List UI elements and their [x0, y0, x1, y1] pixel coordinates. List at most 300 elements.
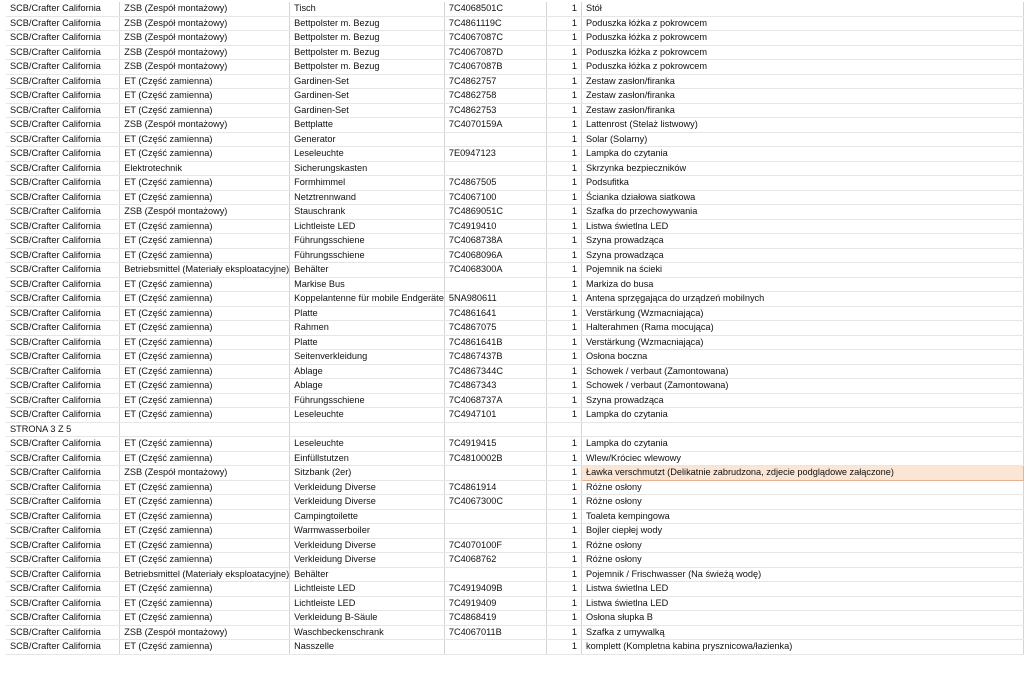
model-cell: SCB/Crafter California [6, 553, 120, 568]
part-type-cell: ET (Część zamienna) [120, 437, 290, 452]
table-row [6, 89, 1024, 104]
quantity-cell: 1 [546, 161, 581, 176]
quantity-cell: 1 [546, 524, 581, 539]
quantity-cell: 1 [546, 306, 581, 321]
part-type-cell: ET (Część zamienna) [120, 495, 290, 510]
part-type-cell: ET (Część zamienna) [120, 553, 290, 568]
part-name-de-cell: Stauschrank [290, 205, 445, 220]
part-type-cell: ET (Część zamienna) [120, 103, 290, 118]
model-cell: SCB/Crafter California [6, 132, 120, 147]
part-number-cell: 7C4919409B [444, 582, 546, 597]
model-cell: SCB/Crafter California [6, 611, 120, 626]
quantity-cell: 1 [546, 495, 581, 510]
part-name-de-cell: Platte [290, 306, 445, 321]
part-type-cell: ET (Część zamienna) [120, 379, 290, 394]
part-number-cell: 7C4810002B [444, 451, 546, 466]
part-type-cell: ET (Część zamienna) [120, 176, 290, 191]
description-pl-cell: Szyna prowadząca [582, 248, 1024, 263]
model-cell: SCB/Crafter California [6, 103, 120, 118]
part-type-cell: ZSB (Zespół montażowy) [120, 60, 290, 75]
part-name-de-cell: Campingtoilette [290, 509, 445, 524]
part-type-cell: ET (Część zamienna) [120, 596, 290, 611]
part-number-cell: 7C4862757 [444, 74, 546, 89]
description-pl-cell: Ławka verschmutzt (Delikatnie zabrudzona, zdjecie podglądowe załączone) [582, 466, 1024, 481]
table-row [6, 321, 1024, 336]
part-type-cell: ET (Część zamienna) [120, 408, 290, 423]
quantity-cell: 1 [546, 596, 581, 611]
part-name-de-cell: Leseleuchte [290, 437, 445, 452]
quantity-cell: 1 [546, 16, 581, 31]
description-pl-cell: Wlew/Króciec wlewowy [582, 451, 1024, 466]
model-cell: SCB/Crafter California [6, 437, 120, 452]
model-cell: SCB/Crafter California [6, 277, 120, 292]
table-row [6, 393, 1024, 408]
model-cell: SCB/Crafter California [6, 31, 120, 46]
part-number-cell: 7C4867075 [444, 321, 546, 336]
part-name-de-cell: Behälter [290, 567, 445, 582]
part-type-cell: ET (Część zamienna) [120, 74, 290, 89]
description-pl-cell: komplett (Kompletna kabina prysznicowa/łazienka) [582, 640, 1024, 655]
part-name-de-cell: Leseleuchte [290, 408, 445, 423]
quantity-cell: 1 [546, 379, 581, 394]
part-number-cell: 7C4068738A [444, 234, 546, 249]
parts-table-body [6, 2, 1024, 654]
part-name-de-cell: Ablage [290, 364, 445, 379]
model-cell: SCB/Crafter California [6, 480, 120, 495]
part-name-de-cell: Generator [290, 132, 445, 147]
table-row [6, 263, 1024, 278]
part-type-cell: ZSB (Zespół montażowy) [120, 45, 290, 60]
part-name-de-cell: Leseleuchte [290, 147, 445, 162]
part-type-cell: ET (Część zamienna) [120, 277, 290, 292]
description-pl-cell: Halterahmen (Rama mocująca) [582, 321, 1024, 336]
description-pl-cell: Zestaw zasłon/firanka [582, 103, 1024, 118]
description-pl-cell [582, 422, 1024, 437]
description-pl-cell: Schowek / verbaut (Zamontowana) [582, 379, 1024, 394]
part-type-cell: ZSB (Zespół montażowy) [120, 2, 290, 16]
part-name-de-cell: Lichtleiste LED [290, 219, 445, 234]
part-number-cell: 7C4867343 [444, 379, 546, 394]
model-cell: SCB/Crafter California [6, 219, 120, 234]
table-row [6, 553, 1024, 568]
part-type-cell: ET (Część zamienna) [120, 350, 290, 365]
table-row [6, 379, 1024, 394]
table-row [6, 582, 1024, 597]
part-name-de-cell [290, 422, 445, 437]
table-row [6, 219, 1024, 234]
table-row [6, 161, 1024, 176]
description-pl-cell: Schowek / verbaut (Zamontowana) [582, 364, 1024, 379]
description-pl-cell: Poduszka łóżka z pokrowcem [582, 45, 1024, 60]
table-row [6, 60, 1024, 75]
part-number-cell: 7C4070159A [444, 118, 546, 133]
part-number-cell [444, 640, 546, 655]
part-name-de-cell: Bettplatte [290, 118, 445, 133]
part-name-de-cell: Führungsschiene [290, 393, 445, 408]
quantity-cell: 1 [546, 625, 581, 640]
description-pl-cell: Bojler ciepłej wody [582, 524, 1024, 539]
part-number-cell: 7C4861914 [444, 480, 546, 495]
part-name-de-cell: Bettpolster m. Bezug [290, 60, 445, 75]
part-number-cell [444, 567, 546, 582]
model-cell: SCB/Crafter California [6, 292, 120, 307]
part-name-de-cell: Koppelantenne für mobile Endgeräte [290, 292, 445, 307]
quantity-cell: 1 [546, 60, 581, 75]
model-cell: SCB/Crafter California [6, 2, 120, 16]
part-type-cell: ET (Część zamienna) [120, 582, 290, 597]
model-cell: SCB/Crafter California [6, 147, 120, 162]
table-row [6, 118, 1024, 133]
model-cell: SCB/Crafter California [6, 263, 120, 278]
quantity-cell: 1 [546, 292, 581, 307]
part-name-de-cell: Sitzbank (2er) [290, 466, 445, 481]
part-name-de-cell: Behälter [290, 263, 445, 278]
part-number-cell: 7C4067087B [444, 60, 546, 75]
part-name-de-cell: Einfüllstutzen [290, 451, 445, 466]
table-row [6, 205, 1024, 220]
model-cell: SCB/Crafter California [6, 161, 120, 176]
model-cell: SCB/Crafter California [6, 45, 120, 60]
part-name-de-cell: Führungsschiene [290, 248, 445, 263]
table-row [6, 408, 1024, 423]
model-cell: SCB/Crafter California [6, 538, 120, 553]
quantity-cell: 1 [546, 118, 581, 133]
description-pl-cell: Osłona boczna [582, 350, 1024, 365]
description-pl-cell: Osłona słupka B [582, 611, 1024, 626]
part-type-cell: ET (Część zamienna) [120, 219, 290, 234]
model-cell: SCB/Crafter California [6, 350, 120, 365]
table-row [6, 451, 1024, 466]
description-pl-cell: Poduszka łóżka z pokrowcem [582, 31, 1024, 46]
part-type-cell: ZSB (Zespół montażowy) [120, 118, 290, 133]
part-name-de-cell: Lichtleiste LED [290, 596, 445, 611]
description-pl-cell: Poduszka łóżka z pokrowcem [582, 60, 1024, 75]
part-type-cell: ET (Część zamienna) [120, 147, 290, 162]
description-pl-cell: Verstärkung (Wzmacniająca) [582, 335, 1024, 350]
part-type-cell: Betriebsmittel (Materiały eksploatacyjne) [120, 263, 290, 278]
table-row [6, 524, 1024, 539]
part-type-cell: ZSB (Zespół montażowy) [120, 625, 290, 640]
part-name-de-cell: Waschbeckenschrank [290, 625, 445, 640]
part-type-cell: Elektrotechnik [120, 161, 290, 176]
model-cell: SCB/Crafter California [6, 321, 120, 336]
model-cell: SCB/Crafter California [6, 89, 120, 104]
part-number-cell: 7C4868419 [444, 611, 546, 626]
description-pl-cell: Pojemnik / Frischwasser (Na świeżą wodę) [582, 567, 1024, 582]
quantity-cell: 1 [546, 364, 581, 379]
table-row [6, 176, 1024, 191]
model-cell: SCB/Crafter California [6, 118, 120, 133]
part-type-cell: ET (Część zamienna) [120, 538, 290, 553]
part-type-cell: Betriebsmittel (Materiały eksploatacyjne) [120, 567, 290, 582]
part-number-cell: 7C4068096A [444, 248, 546, 263]
quantity-cell: 1 [546, 350, 581, 365]
part-name-de-cell: Sicherungskasten [290, 161, 445, 176]
part-type-cell: ET (Część zamienna) [120, 306, 290, 321]
part-name-de-cell: Netztrennwand [290, 190, 445, 205]
part-type-cell: ET (Część zamienna) [120, 190, 290, 205]
description-pl-cell: Zestaw zasłon/firanka [582, 74, 1024, 89]
part-number-cell: 7C4867344C [444, 364, 546, 379]
quantity-cell: 1 [546, 611, 581, 626]
table-row [6, 31, 1024, 46]
description-pl-cell: Listwa świetlna LED [582, 582, 1024, 597]
part-number-cell: 7C4862753 [444, 103, 546, 118]
table-row [6, 640, 1024, 655]
part-number-cell: 7C4068762 [444, 553, 546, 568]
table-row [6, 190, 1024, 205]
part-type-cell: ET (Część zamienna) [120, 524, 290, 539]
description-pl-cell: Różne osłony [582, 480, 1024, 495]
model-cell: SCB/Crafter California [6, 248, 120, 263]
part-number-cell: 7C4947101 [444, 408, 546, 423]
model-cell: SCB/Crafter California [6, 379, 120, 394]
quantity-cell: 1 [546, 31, 581, 46]
part-name-de-cell: Gardinen-Set [290, 74, 445, 89]
table-row [6, 625, 1024, 640]
table-row [6, 480, 1024, 495]
model-cell: SCB/Crafter California [6, 408, 120, 423]
part-type-cell: ET (Część zamienna) [120, 451, 290, 466]
part-name-de-cell: Nasszelle [290, 640, 445, 655]
part-type-cell: ET (Część zamienna) [120, 335, 290, 350]
quantity-cell: 1 [546, 190, 581, 205]
part-name-de-cell: Bettpolster m. Bezug [290, 45, 445, 60]
part-number-cell: 7C4862758 [444, 89, 546, 104]
description-pl-cell: Szyna prowadząca [582, 234, 1024, 249]
table-row [6, 437, 1024, 452]
table-row [6, 277, 1024, 292]
part-name-de-cell: Verkleidung Diverse [290, 538, 445, 553]
part-name-de-cell: Rahmen [290, 321, 445, 336]
description-pl-cell: Markiza do busa [582, 277, 1024, 292]
part-number-cell: 7C4919415 [444, 437, 546, 452]
part-number-cell: 7C4067087C [444, 31, 546, 46]
part-number-cell: 7C4869051C [444, 205, 546, 220]
part-name-de-cell: Formhimmel [290, 176, 445, 191]
table-row [6, 147, 1024, 162]
part-number-cell: 7C4067100 [444, 190, 546, 205]
description-pl-cell: Lampka do czytania [582, 147, 1024, 162]
part-name-de-cell: Gardinen-Set [290, 89, 445, 104]
model-cell: STRONA 3 Z 5 [6, 422, 120, 437]
part-type-cell [120, 422, 290, 437]
part-type-cell: ET (Część zamienna) [120, 321, 290, 336]
part-name-de-cell: Markise Bus [290, 277, 445, 292]
description-pl-cell: Skrzynka bezpieczników [582, 161, 1024, 176]
model-cell: SCB/Crafter California [6, 364, 120, 379]
quantity-cell: 1 [546, 89, 581, 104]
model-cell: SCB/Crafter California [6, 451, 120, 466]
model-cell: SCB/Crafter California [6, 176, 120, 191]
quantity-cell: 1 [546, 582, 581, 597]
model-cell: SCB/Crafter California [6, 16, 120, 31]
parts-table [6, 2, 1024, 655]
description-pl-cell: Różne osłony [582, 538, 1024, 553]
model-cell: SCB/Crafter California [6, 596, 120, 611]
model-cell: SCB/Crafter California [6, 335, 120, 350]
model-cell: SCB/Crafter California [6, 74, 120, 89]
quantity-cell: 1 [546, 74, 581, 89]
quantity-cell: 1 [546, 553, 581, 568]
table-row [6, 234, 1024, 249]
quantity-cell: 1 [546, 466, 581, 481]
table-row [6, 611, 1024, 626]
model-cell: SCB/Crafter California [6, 509, 120, 524]
part-number-cell: 7C4070100F [444, 538, 546, 553]
part-number-cell [444, 161, 546, 176]
part-number-cell [444, 422, 546, 437]
model-cell: SCB/Crafter California [6, 567, 120, 582]
description-pl-cell: Lattenrost (Stelaż listwowy) [582, 118, 1024, 133]
model-cell: SCB/Crafter California [6, 582, 120, 597]
quantity-cell: 1 [546, 147, 581, 162]
part-type-cell: ET (Część zamienna) [120, 480, 290, 495]
part-number-cell: 7C4919410 [444, 219, 546, 234]
table-row [6, 538, 1024, 553]
part-name-de-cell: Platte [290, 335, 445, 350]
description-pl-cell: Szafka do przechowywania [582, 205, 1024, 220]
part-name-de-cell: Führungsschiene [290, 234, 445, 249]
description-pl-cell: Antena sprzęgająca do urządzeń mobilnych [582, 292, 1024, 307]
description-pl-cell: Różne osłony [582, 553, 1024, 568]
quantity-cell [546, 422, 581, 437]
table-row [6, 74, 1024, 89]
part-number-cell: 7C4067011B [444, 625, 546, 640]
quantity-cell: 1 [546, 263, 581, 278]
part-type-cell: ET (Część zamienna) [120, 89, 290, 104]
part-number-cell: 7C4068300A [444, 263, 546, 278]
model-cell: SCB/Crafter California [6, 524, 120, 539]
quantity-cell: 1 [546, 176, 581, 191]
part-type-cell: ET (Część zamienna) [120, 248, 290, 263]
table-row [6, 132, 1024, 147]
description-pl-cell: Poduszka łóżka z pokrowcem [582, 16, 1024, 31]
quantity-cell: 1 [546, 567, 581, 582]
quantity-cell: 1 [546, 277, 581, 292]
quantity-cell: 1 [546, 393, 581, 408]
model-cell: SCB/Crafter California [6, 625, 120, 640]
description-pl-cell: Ścianka działowa siatkowa [582, 190, 1024, 205]
part-number-cell [444, 132, 546, 147]
part-number-cell: 7C4861119C [444, 16, 546, 31]
quantity-cell: 1 [546, 321, 581, 336]
part-type-cell: ET (Część zamienna) [120, 132, 290, 147]
part-name-de-cell: Verkleidung Diverse [290, 553, 445, 568]
description-pl-cell: Różne osłony [582, 495, 1024, 510]
description-pl-cell: Lampka do czytania [582, 408, 1024, 423]
description-pl-cell: Szyna prowadząca [582, 393, 1024, 408]
table-row [6, 509, 1024, 524]
part-type-cell: ZSB (Zespół montażowy) [120, 31, 290, 46]
part-number-cell: 7C4067300C [444, 495, 546, 510]
part-type-cell: ET (Część zamienna) [120, 640, 290, 655]
part-number-cell: 7C4867505 [444, 176, 546, 191]
part-type-cell: ET (Część zamienna) [120, 611, 290, 626]
description-pl-cell: Zestaw zasłon/firanka [582, 89, 1024, 104]
table-row [6, 350, 1024, 365]
part-number-cell [444, 524, 546, 539]
description-pl-cell: Pojemnik na ścieki [582, 263, 1024, 278]
description-pl-cell: Szafka z umywalką [582, 625, 1024, 640]
model-cell: SCB/Crafter California [6, 495, 120, 510]
part-type-cell: ET (Część zamienna) [120, 234, 290, 249]
part-name-de-cell: Lichtleiste LED [290, 582, 445, 597]
model-cell: SCB/Crafter California [6, 190, 120, 205]
model-cell: SCB/Crafter California [6, 205, 120, 220]
quantity-cell: 1 [546, 205, 581, 220]
description-pl-cell: Podsufitka [582, 176, 1024, 191]
model-cell: SCB/Crafter California [6, 234, 120, 249]
table-row [6, 103, 1024, 118]
highlighted-row [6, 466, 1024, 481]
table-row [6, 567, 1024, 582]
part-number-cell [444, 509, 546, 524]
part-name-de-cell: Verkleidung B-Säule [290, 611, 445, 626]
part-type-cell: ET (Część zamienna) [120, 393, 290, 408]
part-type-cell: ET (Część zamienna) [120, 509, 290, 524]
quantity-cell: 1 [546, 45, 581, 60]
table-row [6, 45, 1024, 60]
part-name-de-cell: Verkleidung Diverse [290, 495, 445, 510]
table-row [6, 306, 1024, 321]
quantity-cell: 1 [546, 234, 581, 249]
part-number-cell: 7C4867437B [444, 350, 546, 365]
part-type-cell: ZSB (Zespół montażowy) [120, 205, 290, 220]
table-row [6, 335, 1024, 350]
quantity-cell: 1 [546, 103, 581, 118]
table-row [6, 2, 1024, 16]
description-pl-cell: Stół [582, 2, 1024, 16]
table-row [6, 495, 1024, 510]
table-row [6, 596, 1024, 611]
part-number-cell: 7C4861641 [444, 306, 546, 321]
quantity-cell: 1 [546, 2, 581, 16]
description-pl-cell: Solar (Solarny) [582, 132, 1024, 147]
quantity-cell: 1 [546, 219, 581, 234]
part-type-cell: ET (Część zamienna) [120, 292, 290, 307]
part-number-cell [444, 277, 546, 292]
part-name-de-cell: Warmwasserboiler [290, 524, 445, 539]
description-pl-cell: Toaleta kempingowa [582, 509, 1024, 524]
part-number-cell: 7C4068737A [444, 393, 546, 408]
quantity-cell: 1 [546, 509, 581, 524]
description-pl-cell: Verstärkung (Wzmacniająca) [582, 306, 1024, 321]
part-name-de-cell: Verkleidung Diverse [290, 480, 445, 495]
table-row [6, 364, 1024, 379]
model-cell: SCB/Crafter California [6, 640, 120, 655]
part-type-cell: ZSB (Zespół montażowy) [120, 466, 290, 481]
part-name-de-cell: Bettpolster m. Bezug [290, 31, 445, 46]
table-row [6, 292, 1024, 307]
part-name-de-cell: Ablage [290, 379, 445, 394]
part-number-cell: 5NA980611 [444, 292, 546, 307]
part-number-cell: 7C4068501C [444, 2, 546, 16]
description-pl-cell: Listwa świetlna LED [582, 596, 1024, 611]
quantity-cell: 1 [546, 451, 581, 466]
page-marker-row [6, 422, 1024, 437]
part-type-cell: ZSB (Zespół montażowy) [120, 16, 290, 31]
part-number-cell: 7C4919409 [444, 596, 546, 611]
quantity-cell: 1 [546, 437, 581, 452]
description-pl-cell: Lampka do czytania [582, 437, 1024, 452]
model-cell: SCB/Crafter California [6, 60, 120, 75]
quantity-cell: 1 [546, 408, 581, 423]
part-number-cell: 7E0947123 [444, 147, 546, 162]
model-cell: SCB/Crafter California [6, 466, 120, 481]
quantity-cell: 1 [546, 640, 581, 655]
quantity-cell: 1 [546, 480, 581, 495]
